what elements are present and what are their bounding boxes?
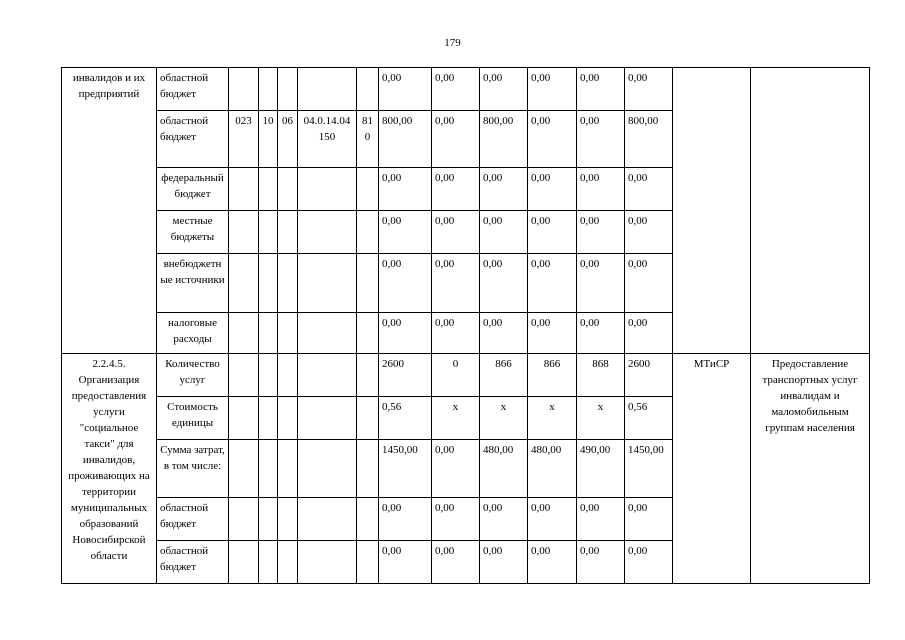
table-row: [62, 354, 870, 397]
value-cell: 0,00: [379, 68, 432, 111]
value-cell: 0,00: [577, 313, 625, 354]
value-cell: 0,00: [379, 254, 432, 313]
value-cell: 800,00: [480, 111, 528, 168]
value-cell: 0,00: [480, 254, 528, 313]
value-cell: х: [432, 397, 480, 440]
vr-cell: [357, 68, 379, 111]
funding-source-cell: налоговые расходы: [157, 313, 229, 354]
rz-cell: [259, 354, 278, 397]
value-cell: 0,00: [480, 313, 528, 354]
value-cell: х: [480, 397, 528, 440]
grbs-cell: [229, 498, 259, 541]
value-cell: 0,00: [379, 168, 432, 211]
value-cell: 0,00: [432, 313, 480, 354]
funding-source-cell: областной бюджет: [157, 498, 229, 541]
vr-cell: [357, 313, 379, 354]
grbs-cell: 023: [229, 111, 259, 168]
funding-source-cell: Стоимость единицы: [157, 397, 229, 440]
csr-cell: 04.0.14.04150: [298, 111, 357, 168]
rz-cell: [259, 313, 278, 354]
value-cell: 0,00: [625, 541, 673, 584]
value-cell: 480,00: [528, 440, 577, 498]
vr-cell: [357, 168, 379, 211]
value-cell: 868: [577, 354, 625, 397]
grbs-cell: [229, 68, 259, 111]
value-cell: 0,00: [625, 254, 673, 313]
value-cell: 0,00: [379, 313, 432, 354]
value-cell: 866: [480, 354, 528, 397]
value-cell: 1450,00: [625, 440, 673, 498]
vr-cell: [357, 498, 379, 541]
value-cell: 0,00: [432, 498, 480, 541]
grbs-cell: [229, 168, 259, 211]
value-cell: 0,00: [577, 68, 625, 111]
pr-cell: [278, 254, 298, 313]
value-cell: 0,56: [625, 397, 673, 440]
value-cell: 0,00: [577, 498, 625, 541]
value-cell: 0,00: [480, 541, 528, 584]
value-cell: 0,56: [379, 397, 432, 440]
csr-cell: [298, 313, 357, 354]
csr-cell: [298, 354, 357, 397]
rz-cell: [259, 254, 278, 313]
grbs-cell: [229, 440, 259, 498]
budget-table: [61, 67, 870, 584]
funding-source-cell: федеральный бюджет: [157, 168, 229, 211]
csr-cell: [298, 68, 357, 111]
value-cell: 0,00: [625, 498, 673, 541]
rz-cell: [259, 168, 278, 211]
value-cell: 0,00: [432, 168, 480, 211]
vr-cell: [357, 254, 379, 313]
value-cell: х: [528, 397, 577, 440]
value-cell: 0,00: [528, 313, 577, 354]
funding-source-cell: областной бюджет: [157, 541, 229, 584]
activity-cell: инвалидов и их предприятий: [62, 68, 157, 354]
value-cell: 0,00: [528, 541, 577, 584]
pr-cell: [278, 354, 298, 397]
vr-cell: [357, 354, 379, 397]
csr-cell: [298, 254, 357, 313]
rz-cell: [259, 440, 278, 498]
value-cell: 0,00: [625, 313, 673, 354]
pr-cell: [278, 168, 298, 211]
value-cell: 0,00: [625, 68, 673, 111]
csr-cell: [298, 211, 357, 254]
value-cell: 2600: [379, 354, 432, 397]
table-row: [62, 68, 870, 111]
vr-cell: [357, 211, 379, 254]
vr-cell: [357, 541, 379, 584]
grbs-cell: [229, 541, 259, 584]
rz-cell: [259, 397, 278, 440]
csr-cell: [298, 168, 357, 211]
value-cell: 0,00: [577, 541, 625, 584]
value-cell: 0,00: [432, 254, 480, 313]
csr-cell: [298, 541, 357, 584]
vr-cell: [357, 397, 379, 440]
value-cell: 2600: [625, 354, 673, 397]
value-cell: 1450,00: [379, 440, 432, 498]
rz-cell: [259, 68, 278, 111]
rz-cell: [259, 211, 278, 254]
rz-cell: [259, 541, 278, 584]
vr-cell: 810: [357, 111, 379, 168]
csr-cell: [298, 397, 357, 440]
value-cell: 0,00: [432, 111, 480, 168]
csr-cell: [298, 498, 357, 541]
page-number: 179: [444, 37, 461, 49]
value-cell: 0,00: [480, 211, 528, 254]
rz-cell: 10: [259, 111, 278, 168]
value-cell: 0,00: [432, 541, 480, 584]
rz-cell: [259, 498, 278, 541]
executor-cell: МТиСР: [673, 354, 751, 584]
funding-source-cell: внебюджетные источники: [157, 254, 229, 313]
pr-cell: [278, 68, 298, 111]
grbs-cell: [229, 354, 259, 397]
value-cell: 480,00: [480, 440, 528, 498]
funding-source-cell: местные бюджеты: [157, 211, 229, 254]
vr-cell: [357, 440, 379, 498]
value-cell: 0,00: [379, 498, 432, 541]
value-cell: 490,00: [577, 440, 625, 498]
value-cell: 0: [432, 354, 480, 397]
csr-cell: [298, 440, 357, 498]
value-cell: 0,00: [528, 498, 577, 541]
grbs-cell: [229, 211, 259, 254]
value-cell: 0,00: [480, 498, 528, 541]
pr-cell: [278, 440, 298, 498]
value-cell: 0,00: [480, 168, 528, 211]
value-cell: 0,00: [379, 541, 432, 584]
value-cell: 800,00: [379, 111, 432, 168]
value-cell: 866: [528, 354, 577, 397]
value-cell: 0,00: [577, 168, 625, 211]
activity-cell: 2.2.4.5. Организация предоставления услуги "социальное такси" для инвалидов, проживающих на территории муниципальных образований Новосибирской области: [62, 354, 157, 584]
value-cell: 0,00: [577, 254, 625, 313]
value-cell: 0,00: [528, 211, 577, 254]
value-cell: 0,00: [432, 68, 480, 111]
grbs-cell: [229, 313, 259, 354]
grbs-cell: [229, 397, 259, 440]
value-cell: 0,00: [432, 211, 480, 254]
result-cell: Предоставление транспортных услуг инвалидам и маломобильным группам населения: [751, 354, 870, 584]
result-cell: [751, 68, 870, 354]
pr-cell: [278, 397, 298, 440]
value-cell: 0,00: [480, 68, 528, 111]
funding-source-cell: областной бюджет: [157, 111, 229, 168]
value-cell: 0,00: [577, 111, 625, 168]
value-cell: 0,00: [625, 168, 673, 211]
funding-source-cell: областной бюджет: [157, 68, 229, 111]
value-cell: 0,00: [528, 111, 577, 168]
value-cell: 0,00: [528, 68, 577, 111]
executor-cell: [673, 68, 751, 354]
pr-cell: [278, 211, 298, 254]
value-cell: х: [577, 397, 625, 440]
value-cell: 0,00: [577, 211, 625, 254]
funding-source-cell: Сумма затрат, в том числе:: [157, 440, 229, 498]
pr-cell: [278, 313, 298, 354]
value-cell: 0,00: [625, 211, 673, 254]
pr-cell: [278, 541, 298, 584]
funding-source-cell: Количество услуг: [157, 354, 229, 397]
value-cell: 0,00: [379, 211, 432, 254]
value-cell: 800,00: [625, 111, 673, 168]
value-cell: 0,00: [432, 440, 480, 498]
pr-cell: 06: [278, 111, 298, 168]
value-cell: 0,00: [528, 254, 577, 313]
pr-cell: [278, 498, 298, 541]
value-cell: 0,00: [528, 168, 577, 211]
grbs-cell: [229, 254, 259, 313]
